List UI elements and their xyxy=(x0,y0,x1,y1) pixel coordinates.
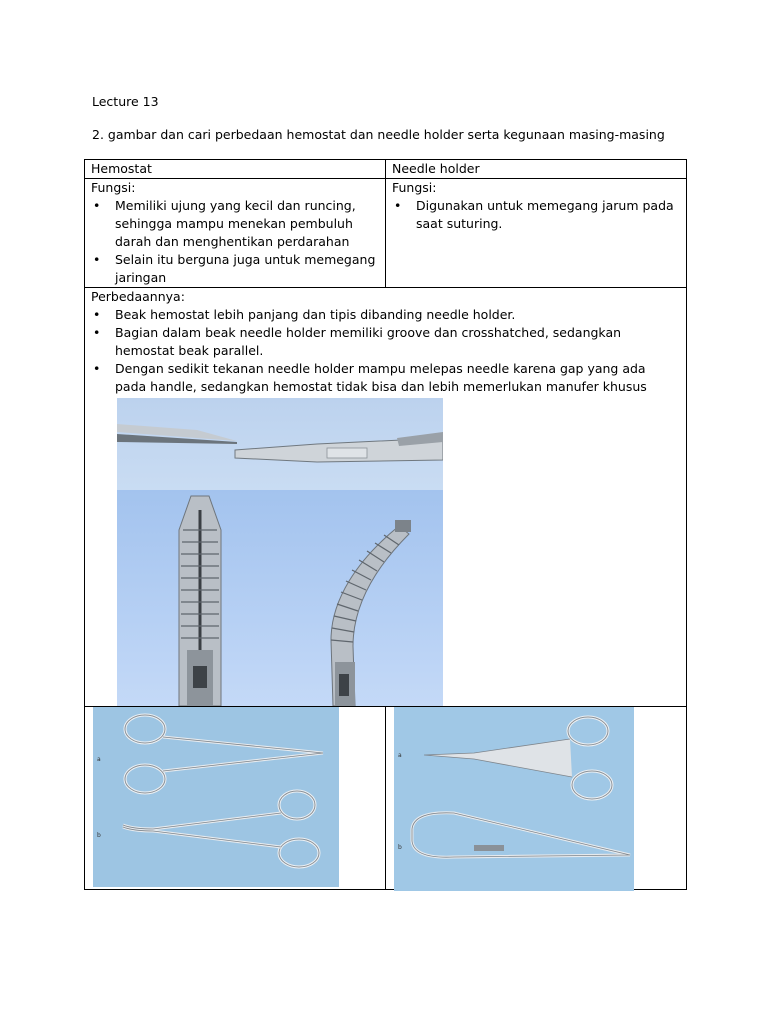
instrument-closeup-photo xyxy=(117,398,443,490)
needle-holder-function-title: Fungsi: xyxy=(392,180,437,195)
lecture-title: Lecture 13 xyxy=(92,94,159,109)
beak-detail-illustration xyxy=(117,490,443,706)
hemostat-function-list xyxy=(91,197,379,287)
label-b: b xyxy=(97,832,101,839)
list-item: • Dengan sedikit tekanan needle holder mampu melepas needle karena gap yang ada pada handle, sedangkan hemostat tidak bisa dan lebih memerlukan manufer khusus xyxy=(91,360,680,396)
needle-holder-function-list xyxy=(392,197,680,233)
needle-holder-photo xyxy=(394,707,634,891)
label-a: a xyxy=(398,752,402,759)
hemostat-illustration xyxy=(93,707,339,887)
list-item: • Memiliki ujung yang kecil dan runcing, sehingga mampu menekan pembuluh darah dan menghentikan perdarahan xyxy=(91,197,379,251)
list-item: • Selain itu berguna juga untuk memegang jaringan xyxy=(91,251,379,287)
list-item: • Bagian dalam beak needle holder memiliki groove dan crosshatched, sedangkan hemostat beak parallel. xyxy=(91,324,680,360)
differences-list xyxy=(91,306,680,396)
differences-cell xyxy=(85,288,687,707)
beak-detail-photo xyxy=(117,490,443,706)
label-b: b xyxy=(398,844,402,851)
comparison-table xyxy=(84,159,687,890)
differences-title: Perbedaannya: xyxy=(91,289,185,304)
hemostat-function-cell xyxy=(85,179,386,288)
instrument-closeup-illustration xyxy=(117,398,443,490)
hemostat-photo xyxy=(93,707,339,887)
hemostat-image-cell xyxy=(85,707,386,890)
needle-holder-image-cell xyxy=(386,707,687,890)
header-hemostat: Hemostat xyxy=(85,160,386,179)
beak-comparison-photo xyxy=(117,398,443,706)
list-item: • Beak hemostat lebih panjang dan tipis dibanding needle holder. xyxy=(91,306,680,324)
hemostat-function-title: Fungsi: xyxy=(91,180,136,195)
needle-holder-illustration xyxy=(394,707,634,891)
needle-holder-function-cell xyxy=(386,179,687,288)
list-item: • Digunakan untuk memegang jarum pada saat suturing. xyxy=(392,197,680,233)
header-needle-holder: Needle holder xyxy=(386,160,687,179)
label-a: a xyxy=(97,756,101,763)
question-text: 2. gambar dan cari perbedaan hemostat dan needle holder serta kegunaan masing-masing xyxy=(92,127,665,142)
